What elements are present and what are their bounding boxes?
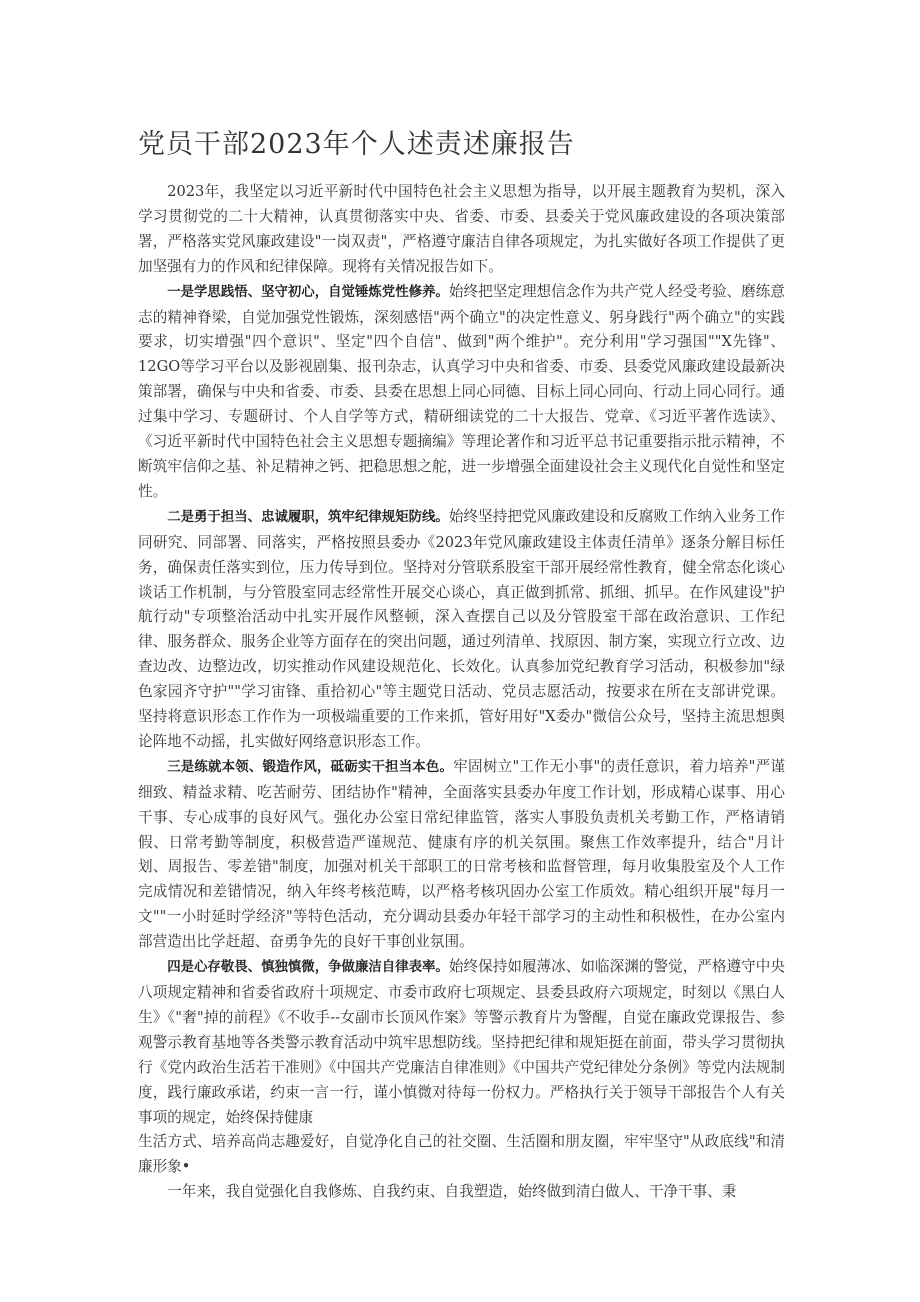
paragraph-text: 始终保持如履薄冰、如临深渊的警觉，严格遵守中央八项规定精神和省委省政府十项规定、市委市政府七项规定、县委县政府六项规定，时刻以《黑白人生》《"奢"掉的前程》《不收手--女副市长顶风作案》等警示教育片为警醒，自觉在廉政党课报告、参观警示教育基地等各类警示教育活动中筑牢思想防线。坚持把纪律和规矩挺在前面，带头学习贯彻执行《党内政治生活若干准则》《中国共产党廉洁自律准则》《中国共产党纪律处分条例》等党内法规制度，践行廉政承诺，约束一言一行，谨小慎微对待每一份权力。严格执行关于领导干部报告个人有关事项的规定，始终保持健康 [138,958,785,1126]
paragraph-lead: 二是勇于担当、忠诚履职，筑牢纪律规矩防线。 [167,509,449,525]
paragraph-section-1 [138,280,785,505]
paragraph-lead: 四是心存敬畏、慎独慎微，争做廉洁自律表率。 [167,960,449,976]
document-body [138,180,785,1205]
paragraph-text: 2023年，我坚定以习近平新时代中国特色社会主义思想为指导，以开展主题教育为契机，深入学习贯彻党的二十大精神，认真贯彻落实中央、省委、市委、县委关于党风廉政建设的各项决策部署，严格落实党风廉政建设"一岗双责"，严格遵守廉洁自律各项规定，为扎实做好各项工作提供了更加坚强有力的作风和纪律保障。现将有关情况报告如下。 [138,183,785,275]
paragraph-lead: 三是练就本领、锻造作风，砥砺实干担当本色。 [167,759,454,775]
paragraph-section-4 [138,955,785,1130]
paragraph-text: 一年来，我自觉强化自我修炼、自我约束、自我塑造，始终做到清白做人、干净干事、秉 [167,1183,737,1201]
paragraph-conclusion [138,1180,785,1205]
paragraph-text: 生活方式、培养高尚志趣爱好，自觉净化自己的社交圈、生活圈和朋友圈，牢牢坚守"从政底线"和清廉形象• [138,1133,785,1176]
paragraph-section-4-continued [138,1130,785,1180]
paragraph-text: 始终坚持把党风廉政建设和反腐败工作纳入业务工作同研究、同部署、同落实，严格按照县委办《2023年党风廉政建设主体责任清单》逐条分解目标任务，确保责任落实到位，压力传导到位。坚持对分管联系股室干部开展经常性教育，健全常态化谈心谈话工作机制，与分管股室同志经常性开展交心谈心，真正做到抓常、抓细、抓早。在作风建设"护航行动"专项整治活动中扎实开展作风整顿，深入查摆自己以及分管股室干部在政治意识、工作纪律、服务群众、服务企业等方面存在的突出问题，通过列清单、找原因、制方案，实现立行立改、边查边改、边整边改，切实推动作风建设规范化、长效化。认真参加党纪教育学习活动，积极参加"绿色家园齐守护""学习宙锋、重拾初心"等主题党日活动、党员志愿活动，按要求在所在支部讲党课。坚持将意识形态工作作为一项极端重要的工作来抓，管好用好"X委办"微信公众号，坚持主流思想舆论阵地不动摇，扎实做好网络意识形态工作。 [138,507,785,750]
paragraph-lead: 一是学思践悟、坚守初心，自觉锤炼党性修养。 [167,284,449,300]
paragraph-section-3 [138,755,785,955]
document-title: 党员干部2023年个人述责述廉报告 [138,129,575,160]
paragraph-text: 牢固树立"工作无小事"的责任意识，着力培养"严谨细致、精益求精、吃苦耐劳、团结协作"精神，全面落实县委办年度工作计划，形成精心谋事、用心干事、专心成事的良好风气。强化办公室日常纪律监管，落实人事股负责机关考勤工作，严格请销假、日常考勤等制度，积极营造严谨规范、健康有序的机关氛围。聚焦工作效率提升，结合"月计划、周报告、零差错"制度，加强对机关干部职工的日常考核和监督管理，每月收集股室及个人工作完成情况和差错情况，纳入年终考核范畴，以严格考核巩固办公室工作质效。精心组织开展"每月一文""一小时延时学经济"等特色活动，充分调动县委办年轻干部学习的主动性和积极性，在办公室内部营造出比学赶超、奋勇争先的良好干事创业氛围。 [138,757,786,951]
paragraph-intro [138,180,785,280]
paragraph-text: 始终把坚定理想信念作为共产党人经受考验、磨练意志的精神脊梁，自觉加强党性锻炼，深刻感悟"两个确立"的决定性意义、躬身践行"两个确立"的实践要求，切实增强"四个意识"、坚定"四个自信"、做到"两个维护"。充分利用"学习强国""X先锋"、12GO等学习平台以及影视剧集、报刊杂志，认真学习中央和省委、市委、县委党风廉政建设最新决策部署，确保与中央和省委、市委、县委在思想上同心同德、目标上同心同向、行动上同心同行。通过集中学习、专题研讨、个人自学等方式，精研细读党的二十大报告、党章、《习近平著作选读》、《习近平新时代中国特色社会主义思想专题摘编》等理论著作和习近平总书记重要指示批示精神，不断筑牢信仰之基、补足精神之钙、把稳思想之舵，进一步增强全面建设社会主义现代化自觉性和坚定性。 [138,282,785,500]
paragraph-section-2 [138,505,785,755]
